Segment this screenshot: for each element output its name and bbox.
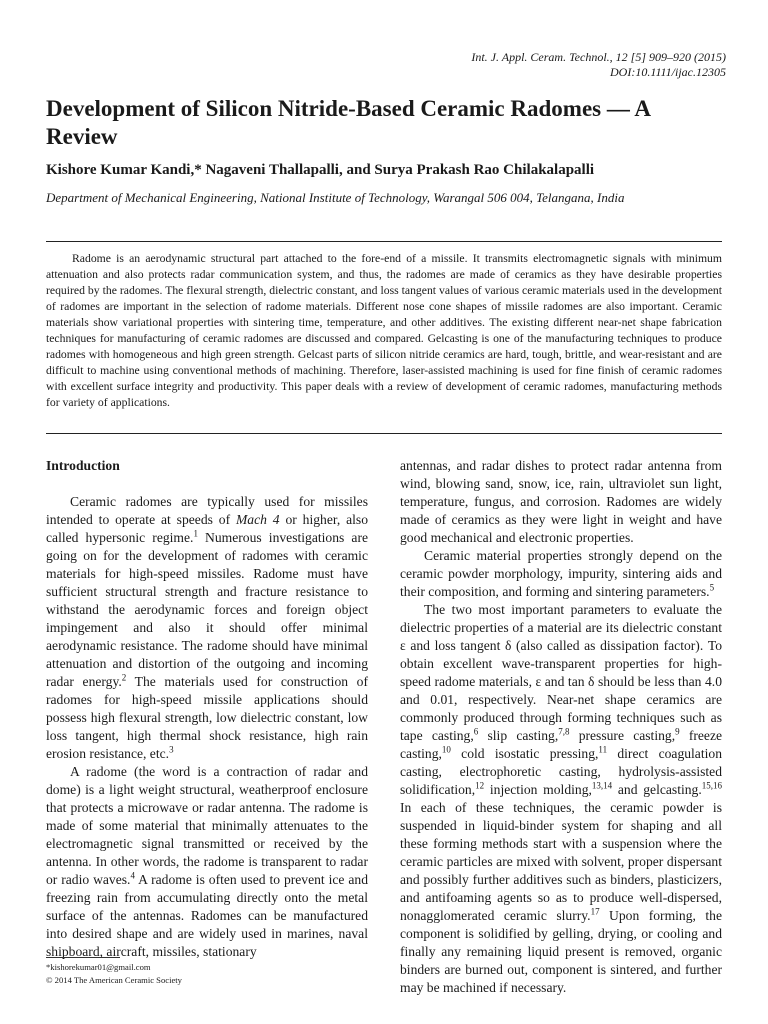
citation-ref[interactable]: 1 <box>193 528 198 539</box>
journal-citation-block <box>326 50 726 80</box>
section-heading-introduction: Introduction <box>46 458 120 473</box>
citation-ref[interactable]: 4 <box>130 870 135 881</box>
author-list: Kishore Kumar Kandi,* Nagaveni Thallapalli, and Surya Prakash Rao Chilakalapalli <box>46 162 595 178</box>
journal-citation: Int. J. Appl. Ceram. Technol., 12 [5] 909–920 (2015) <box>471 50 726 64</box>
citation-ref[interactable]: 5 <box>709 582 715 593</box>
citation-ref[interactable]: 12 <box>475 780 485 791</box>
abstract: Radome is an aerodynamic structural part attached to the fore-end of a missile. It transmits electromagnetic signals with minimum attenuation and also protects radar communication system, and thus, the radomes are made of ceramics as they have desirable properties required by the radomes. The flexural strength, dielectric constant, and loss tangent values of various ceramic materials used in the development of radomes are important in the selection of radome materials. Different nose cone shapes of missile radomes are also important. Ceramic materials show variational properties with sintering time, temperature, and other additives. The existing different near-net shape fabrication techniques for manufacturing of ceramic radomes are discussed and compared. Gelcasting is one of the manufacturing techniques to produce radomes with homogeneous and high green strength. Gelcast parts of silicon nitride ceramics are hard, tough, brittle, and wear-resistant and are difficult to machine using conventional methods of machining. Therefore, laser-assisted machining is used for fine finish of ceramic radomes with excellent surface integrity and productivity. This paper deals with a review of development of ceramic radomes, manufacturing methods for variety of applications. <box>46 252 722 409</box>
paragraph: Ceramic radomes are typically used for missiles intended to operate at speeds of Mach 4 or higher, also called hypersonic regime.$^1$ Numerous investigations are going on for the development of radomes with ceramic materials for high-speed missiles. Radome must have sufficient structural strength and fracture resistance to withstand the aerodynamic forces and foreign object impingement and also it should offer minimal aerodynamic resistance. The radome should have minimal attenuation and distortion of the outgoing and incoming radar energy.$^2$ The materials used for construction of radomes for high-speed missile applications should possess high flexural strength, low dielectric constant, low loss tangent, high thermal shock resistance, high rain erosion resistance, etc.$^3$ <box>46 494 368 761</box>
affiliation: Department of Mechanical Engineering, National Institute of Technology, Warangal 506 004, Telangana, India <box>46 190 625 205</box>
right-column <box>400 457 723 995</box>
corresponding-email[interactable]: *kishorekumar01@gmail.com <box>46 962 151 972</box>
citation-ref[interactable]: 6 <box>473 726 479 737</box>
citation-ref[interactable]: 17 <box>590 906 600 917</box>
doi[interactable]: DOI:10.1111/ijac.12305 <box>610 65 726 79</box>
citation-ref[interactable]: 13,14 <box>591 780 613 791</box>
paragraph: The two most important parameters to evaluate the dielectric properties of a material are its dielectric constant ε and loss tangent δ (also called as dissipation factor). To obtain excellent wave-transparent properties for high-speed radome materials, ε and tan δ should be less than 4.0 and 0.01, respectively. Near-net shape ceramics are commonly produced through forming techniques such as tape casting,$^6$ slip casting,$^{7,8}$ pressure casting,$^9$ freeze casting,$^{10}$ cold isostatic pressing,$^{11}$ direct coagulation casting, electrophoretic casting, hydrolysis-assisted solidification,$^{12}$ injection molding,$^{13,14}$ and gelcasting.$^{15,16}$ In each of these techniques, the ceramic powder is suspended in liquid-binder system for shaping and all these forming methods start with a suspension where the ceramic particles are mixed with solvent, proper dispersant and possibly further additives such as binders, plasticizers, and antifoaming agents so as to produce well-dispersed, nonagglomerated ceramic slurry.$^{17}$ Upon forming, the component is solidified by gelling, drying, or cooling and finally any remaining liquid present is removed, organic binders are burned out, component is sintered, and further may be machined if necessary. <box>400 602 723 995</box>
citation-ref[interactable]: 7,8 <box>558 726 570 737</box>
article-title: Development of Silicon Nitride-Based Ceramic Radomes — A Review <box>46 96 650 149</box>
citation-ref[interactable]: 10 <box>441 744 451 755</box>
left-column <box>46 457 369 959</box>
citation-ref[interactable]: 11 <box>598 744 608 755</box>
paragraph: A radome (the word is a contraction of radar and dome) is a light weight structural, weatherproof enclosure that protects a microwave or radar antenna. The radome is made of some material that minimally attenuates to the electromagnetic signal transmitted or received by the antenna. In other words, the radome is transparent to radar or radio waves.$^4$ A radome is often used to prevent ice and freezing rain from accumulating directly onto the metal surface of the antennas. Radomes can be manufactured into desired shape and are widely used in marines, naval shipboard, aircraft, missiles, stationary <box>46 764 369 959</box>
paragraph: Ceramic material properties strongly depend on the ceramic powder morphology, impurity, sintering aids and their composition, and forming and sintering parameters.$^5$ <box>400 548 722 599</box>
paragraph-continued: antennas, and radar dishes to protect radar antenna from wind, blowing sand, snow, ice, rain, ultraviolet sun light, temperature, fungus, and corrosion. Radomes are widely made of ceramics as they were light in weight and have good mechanical and electronic properties. <box>400 458 722 545</box>
abstract-bottom-rule <box>46 433 722 434</box>
citation-ref[interactable]: 9 <box>675 726 680 737</box>
abstract-top-rule <box>46 241 722 242</box>
copyright: © 2014 The American Ceramic Society <box>46 975 182 985</box>
citation-ref[interactable]: 15,16 <box>701 780 722 791</box>
footnote-rule <box>46 957 120 958</box>
citation-ref[interactable]: 2 <box>121 672 127 683</box>
citation-ref[interactable]: 3 <box>169 744 174 755</box>
footnotes <box>46 961 368 987</box>
